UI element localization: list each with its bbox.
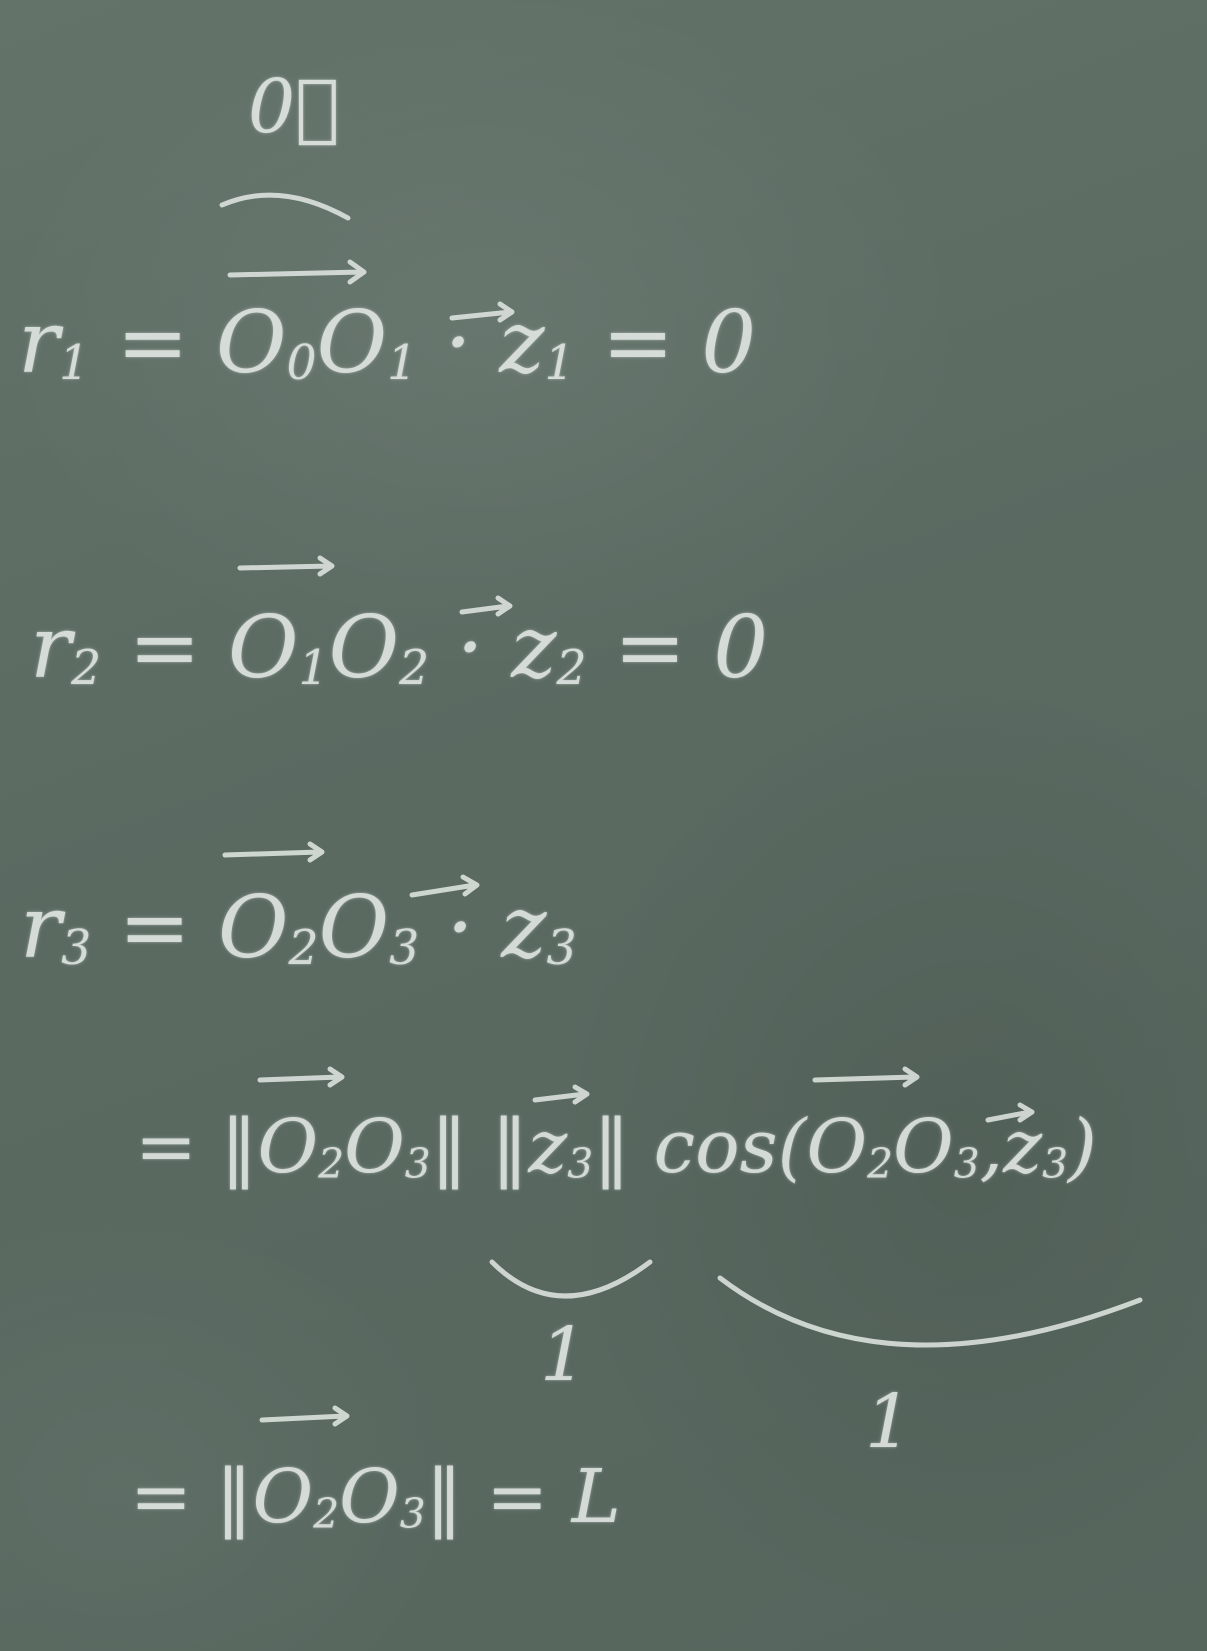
line4-z-arrow [535,1087,587,1102]
line2-dot: · [456,598,484,698]
line4-norm-open: ‖ [220,1104,258,1190]
line2-vector-arrow [240,558,332,574]
line3-z: z [501,878,547,978]
line2-z-sub: 2 [556,641,587,697]
underbrace-cos [720,1278,1140,1345]
line5-norm-open: ‖ [215,1454,253,1540]
line3-z-sub: 3 [546,921,577,977]
line4-arg-sub0: 2 [867,1140,894,1189]
line2-eq2: = [613,598,687,698]
line1-vec-o0: O [215,293,287,393]
line3-vec-o1: O [318,878,390,978]
equation-line-2 [30,598,769,698]
brace-label-cos [865,1379,913,1465]
underbrace-norm-z [492,1262,650,1296]
line4-arg-vector-arrow [815,1069,917,1085]
line5-norm-close: ‖ [425,1454,463,1540]
brace-label-1-text: 1 [540,1312,588,1398]
line4-arg-z: z [1003,1104,1043,1190]
line2-vec-sub0: 1 [298,641,329,697]
line5-eq: = [130,1454,193,1540]
line4-comma: , [979,1104,1004,1190]
line1-z-sub: 1 [544,336,575,392]
line5-vec-o1: O [339,1454,400,1540]
line4-arg-vec-o1: O [893,1104,954,1190]
line4-vec-o1: O [344,1104,405,1190]
line1-vector-arrow [230,262,364,282]
line2-vec-o1: O [328,598,400,698]
line4-paren-open: ( [777,1104,807,1190]
line5-vector-arrow [262,1408,347,1424]
line4-z-sub: 3 [567,1140,594,1189]
line2-rhs: 0 [713,598,769,698]
equation-line-5 [130,1454,621,1540]
line3-eq: = [118,878,191,978]
line1-vec-sub1: 1 [387,336,418,392]
line4-arg-vec-o0: O [806,1104,868,1190]
line3-lhs: r [20,878,62,978]
line2-eq: = [128,598,201,698]
line4-vec-sub0: 2 [318,1140,345,1189]
line1-vec-o1: O [316,293,388,393]
brace-label-norm-z [540,1312,588,1398]
line3-vec-sub0: 2 [288,921,319,977]
line1-rhs: 0 [701,293,757,393]
line4-z: z [528,1104,568,1190]
line4-eq: = [135,1104,198,1190]
line4-vec-o0: O [257,1104,319,1190]
top-annotation-curve [222,195,348,218]
line4-norm2-close: ‖ [593,1104,631,1190]
line1-dot: · [444,293,472,393]
brace-label-2-text: 1 [865,1379,913,1465]
line4-cos: cos [653,1104,778,1190]
zero-vector-text: 0⃗ [248,64,340,150]
line4-norm-close: ‖ [430,1104,468,1190]
line5-eq2: = [486,1454,549,1540]
line4-vec-sub1: 3 [404,1140,431,1189]
line1-eq: = [116,293,189,393]
line4-paren-close: ) [1068,1104,1097,1190]
line1-vec-sub0: 0 [286,336,317,392]
line2-lhs-sub: 2 [71,641,102,697]
equation-line-1 [18,293,757,393]
line1-eq2: = [601,293,675,393]
line4-vector-arrow [260,1069,342,1085]
line1-lhs-sub: 1 [59,336,90,392]
line5-vec-sub0: 2 [313,1490,340,1539]
line4-arg-sub1: 3 [953,1140,980,1189]
equation-line-4 [135,1104,1097,1190]
line5-vec-o0: O [252,1454,314,1540]
line5-rhs: L [571,1454,621,1540]
line1-z: z [499,293,545,393]
line3-vector-arrow [225,844,322,860]
line2-lhs: r [30,598,72,698]
equation-line-3 [20,878,577,978]
line3-lhs-sub: 3 [61,921,92,977]
line2-vec-o0: O [227,598,299,698]
line4-arg-z-sub: 3 [1042,1140,1069,1189]
line5-vec-sub1: 3 [399,1490,426,1539]
line3-vec-o0: O [217,878,289,978]
line1-lhs: r [18,293,60,393]
line2-vec-sub1: 2 [399,641,430,697]
line2-z: z [511,598,557,698]
line3-vec-sub1: 3 [389,921,420,977]
line3-dot: · [446,878,474,978]
line4-norm2-open: ‖ [491,1104,529,1190]
zero-vector-annotation [248,64,340,150]
